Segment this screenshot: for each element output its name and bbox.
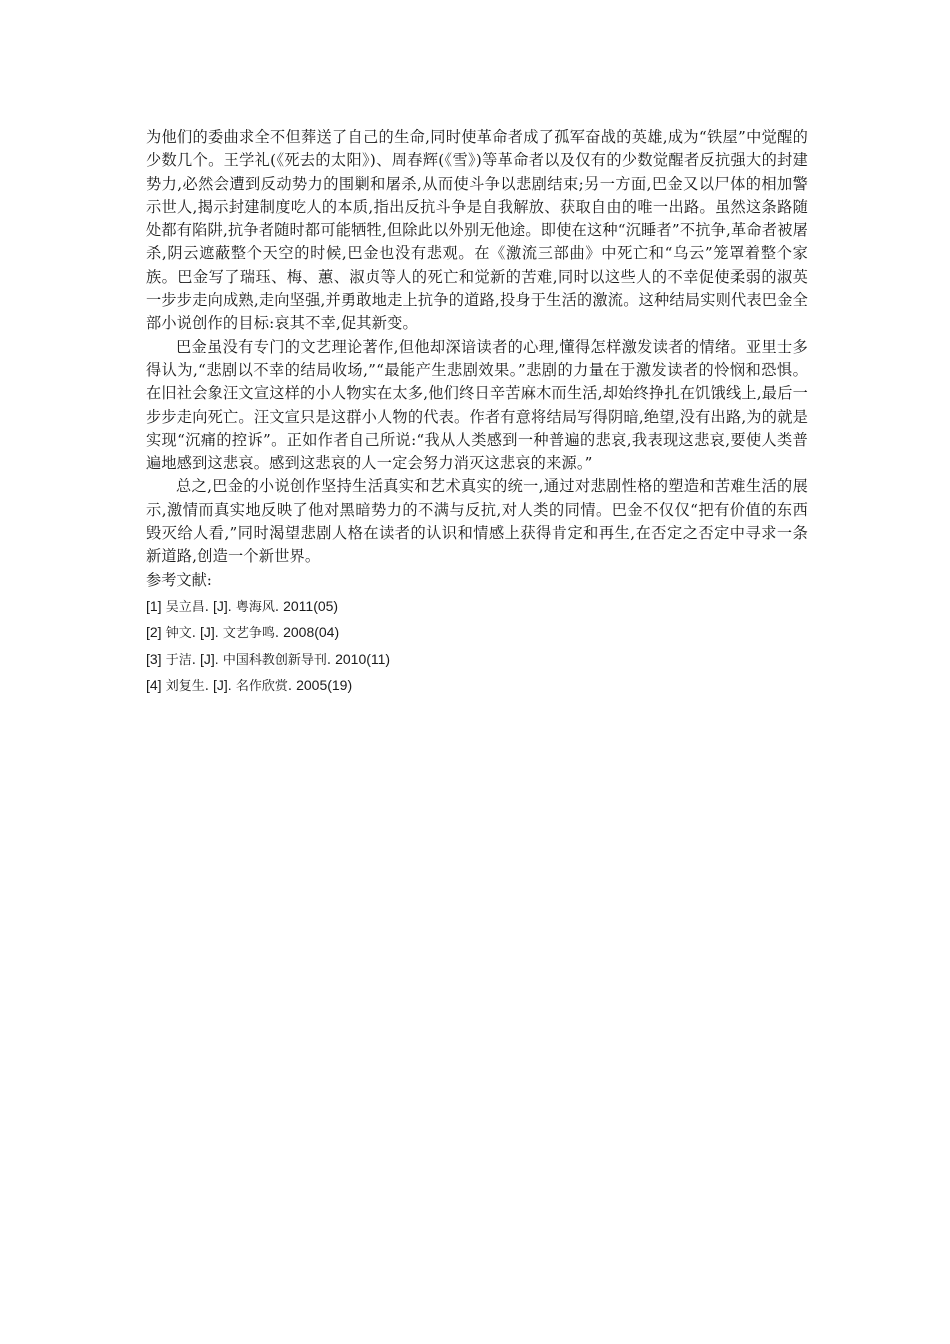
reference-source: 文艺争鸣. [222, 626, 279, 642]
reference-item [146, 620, 808, 647]
reference-year: 2011(05) [283, 597, 339, 614]
reference-year: 2005(19) [296, 677, 353, 694]
body-paragraph-1: 为他们的委曲求全不但葬送了自己的生命,同时使革命者成了孤军奋战的英雄,成为“铁屋”中觉醒的少数几个。王学礼(《死去的太阳》)、周春辉(《雪》)等革命者以及仅有的少数觉醒者反抗强大的封建势力,必然会遭到反动势力的围剿和屠杀,从而使斗争以悲剧结束;另一方面,巴金又以尸体的相加警示世人,揭示封建制度吃人的本质,指出反抗斗争是自我解放、获取自由的唯一出路。虽然这条路随处都有陷阱,抗争者随时都可能牺牲,但除此以外别无他途。即使在这种“沉睡者”不抗争,革命者被屠杀,阴云遮蔽整个天空的时候,巴金也没有悲观。在《激流三部曲》中死亡和“乌云”笼罩着整个家族。巴金写了瑞珏、梅、蕙、淑贞等人的死亡和觉新的苦难,同时以这些人的不幸促使柔弱的淑英一步步走向成熟,走向坚强,并勇敢地走上抗争的道路,投身于生活的激流。这种结局实则代表巴金全部小说创作的目标:哀其不幸,促其新变。 [146, 128, 808, 333]
reference-number: [1] [146, 597, 162, 614]
reference-number: [3] [146, 650, 162, 667]
reference-author: 于洁. [165, 652, 196, 668]
reference-item [146, 594, 808, 621]
reference-type: [J]. [200, 624, 219, 641]
reference-year: 2008(04) [283, 624, 340, 641]
references-heading: 参考文献: [146, 570, 212, 589]
body-paragraph-3: 总之,巴金的小说创作坚持生活真实和艺术真实的统一,通过对悲剧性格的塑造和苦难生活的展示,激情而真实地反映了他对黑暗势力的不满与反抗,对人类的同情。巴金不仅仅“把有价值的东西毁灭给人看,”同时渴望悲剧人格在读者的认识和情感上获得肯定和再生,在否定之否定中寻求一条新道路,创造一个新世界。 [146, 477, 808, 566]
reference-item [146, 673, 808, 700]
body-paragraph-2: 巴金虽没有专门的文艺理论著作,但他却深谙读者的心理,懂得怎样激发读者的情绪。亚里士多得认为,“悲剧以不幸的结局收场,”“最能产生悲剧效果。”悲剧的力量在于激发读者的怜悯和恐惧。在旧社会象汪文宣这样的小人物实在太多,他们终日辛苦麻木而生活,却始终挣扎在饥饿线上,最后一步步走向死亡。汪文宣只是这群小人物的代表。作者有意将结局写得阴暗,绝望,没有出路,为的就是实现“沉痛的控诉”。正如作者自己所说:“我从人类感到一种普遍的悲哀,我表现这悲哀,要使人类普遍地感到这悲哀。感到这悲哀的人一定会努力消灭这悲哀的来源。” [146, 337, 808, 473]
reference-author: 刘复生. [165, 679, 209, 695]
reference-item [146, 647, 808, 674]
reference-year: 2010(11) [335, 650, 391, 667]
reference-source: 粤海风. [235, 599, 279, 615]
reference-author: 吴立昌. [165, 599, 209, 615]
reference-type: [J]. [213, 597, 232, 614]
reference-type: [J]. [213, 677, 232, 694]
reference-number: [4] [146, 677, 162, 694]
reference-source: 中国科教创新导刊. [222, 652, 331, 668]
document-page [146, 126, 808, 700]
reference-author: 钟文. [165, 626, 196, 642]
reference-list [146, 594, 808, 700]
reference-source: 名作欣赏. [235, 679, 292, 695]
reference-type: [J]. [200, 650, 219, 667]
reference-number: [2] [146, 624, 162, 641]
